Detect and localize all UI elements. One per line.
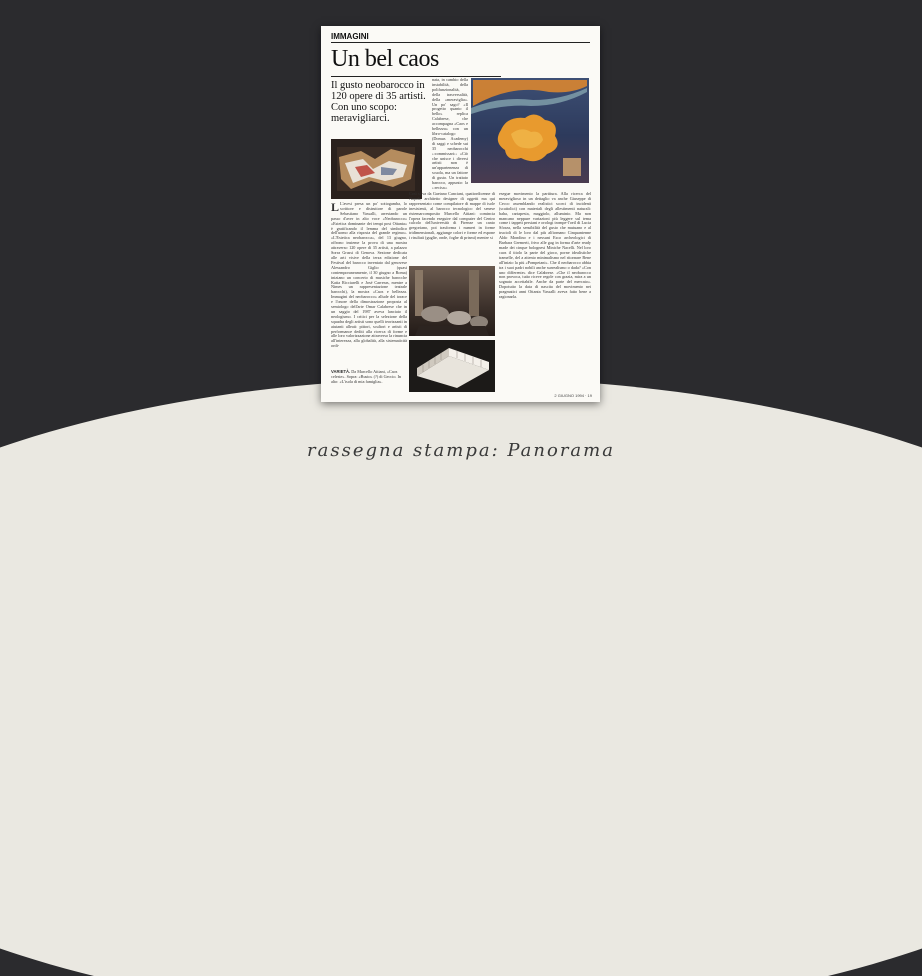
structure-photo	[409, 340, 495, 392]
installation-photo	[409, 266, 495, 336]
photo-credits	[331, 370, 407, 385]
article-headline: Un bel caos	[331, 46, 439, 72]
island-image	[471, 78, 589, 183]
top-rule	[331, 42, 590, 43]
structure-image	[409, 340, 495, 392]
painting-photo	[331, 139, 422, 199]
column-left-text: L'avesi presa un po' sottogamba, lo scrittore e distruttore di parole Sebastiano Vassalli, arrestando un passo d'aver in alto voce «Neobarocco» «Estetica dominante dei tempi post Ottanta» è gratificando il lemma del simbolico dell'uomo alla risposta del grande regimo». «L'Estetica neobarocca», del 13 giugno, offrono insieme la prova di una mostra attraverso 120 opere di 35 artisti, a palazzo Sorra Grassi di Genova. Sezione dedicata alle arti visive della terza edizione del Festival del barocco inventato dal genovese Alessandro Giglio (quasi contemporaneamente, il 30 giugno a Roma) iniziano un concerto di musiche barocche Katia Ricciarelli e José Carreras, mentre a Nimes un rappresentazione teatrale barocchi), la mostra «Caos e bellezza. Immagini del neobarocco» allude del torace e l'onore della dimostrazione proposta al semiologo dell'arte Omar Calabrese che in un saggio del 1987 aveva lanciato il neologismo. I critici per la selezione della squadra degli artisti sono quelli teorizzanti in aiutanti alleati: pittori, scultori e artisti di performance dediti alla ricerca di forme e alle loro valorizzazione attraverso la rinuncia all'interezza, alla globalità, alla sistematicità ordi-	[331, 202, 407, 349]
press-review-caption: rassegna stampa: Panorama	[307, 440, 615, 461]
painting-image	[331, 139, 422, 199]
island-photo	[471, 78, 589, 183]
column-middle-top	[432, 78, 468, 190]
column-right-text: esegue movimento la partitura. Alla ricerca del meraviglioso in un dettaglio va anche Giuseppe di Cecco assemblando realistici scorci di incidenti (scattolici) con materiali degli allestimenti naturali: baha, cartapesta, maggiolo, alluminio. Ma non mancano neppure variazioni più leggere sul tema come i tappeti persiani e orologi trompe-l'oeil di Lucia Sforza, nella sensibilità del gusto che mutuano e al trucioli di le loro dal più alfiornano Cinquantenne Aldo Mondino e i nessuni Esco archeologici di Barbara Gremerti, frivo alle gag in forma d'arte ready made dei cinque bolognesi Miniche Nacelli. Nel loro caos il titolo la parte del gioco, porne idealistiche tramelle, del a attento minimalismo nel ritornare Bene all'inizio la più «Pompeiani». Che il neobarocco abbia tra i suoi padri nobili anche surrealismo o dada? «Con uno differente» dice Calabrese. «Che il neobarocco non provoca, tutto riceve regole con grazia, mira a un sognato accettabile. Anche da parte del mercato». Dopotutto la data di nascita del movimento nei pragmatici anni Ottanta Vassalli aveva fatto bene a ragionarla.	[499, 192, 591, 300]
column-left: L L'avesi presa un po' sottogamba, lo scrittore e distruttore di parole Sebastiano Vassalli, arrestando un passo d'aver in alto voce «Neobarocco» «Estetica dominante dei tempi post Ottanta» è gratificando il lemma del simbolico dell'uomo alla risposta del grande regimo». «L'Estetica neobarocca», del 13 giugno, offrono insieme la prova di una mostra attraverso 120 opere di 35 artisti, a palazzo Sorra Grassi di Genova. Sezione dedicata alle arti visive della terza edizione del Festival del barocco inventato dal genovese Alessandro Giglio (quasi contemporaneamente, il 30 giugno a Roma) iniziano un concerto di musiche barocche Katia Ricciarelli e José Carreras, mentre a Nimes un rappresentazione teatrale barocchi), la mostra «Caos e bellezza. Immagini del neobarocco» allude del torace e l'onore della dimostrazione proposta al semiologo dell'arte Omar Calabrese che in un saggio del 1987 aveva lanciato il neologismo. I critici per la selezione della squadra degli artisti sono quelli teorizzanti in aiutanti alleati: pittori, scultori e artisti di performance dediti alla ricerca di forme e alle loro valorizzazione attraverso la rinuncia all'interezza, alla globalità, alla sistematicità ordi-	[331, 202, 407, 349]
section-label: IMMAGINI	[331, 32, 369, 41]
headline-rule	[331, 76, 501, 77]
column-middle-bottom-text: Così si va da Gaetano Canciani, quattordicenne di Napoli, architetto designer di oggetti ma qui rappresentato come compilatore di mappe di isole inesistenti, al barocco tecnologico del senese ristemarcomposito Marcello Aitiani: comincia l'opera facendo eseguire dal computer del Centro calcolo dell'università di Firenze un canto gregoriano, poi trasforma i numeri in forme tridimensionali, aggiunge colori e forme ed espone i risultati (guglie, onde, foghe di prismi) mentre si	[409, 192, 495, 241]
background-arc	[0, 378, 922, 976]
installation-image	[409, 266, 495, 336]
photo-credits-label: VARIETÀ.	[331, 369, 351, 374]
page-footer: 2 GIUGNO 1994 · 19	[554, 393, 592, 398]
column-middle-top-text: nata, in cambio della instabilità, della polifunzionalità, della trasversalità, della «meraviglia». Un po' sago? «Il progetto quanto il bello» replica Calabrese, che accompagna «Caos e bellezza» con un libro-catalogo (Domus Academy) di saggi e schede sui 35 neobarocchi ‹‹commissari›› «Ciò che unisce i diversi artisti non è un'appartenenza di scuola, ma un fattore di gusto. Un trattato barocco, appunto: la ‹‹recisa››	[432, 78, 468, 190]
column-right	[499, 192, 591, 388]
article-deck: Il gusto neobarocco in 120 opere di 35 artisti. Con uno scopo: meravigliarci.	[331, 80, 426, 124]
magazine-page	[321, 26, 600, 402]
photo-credits-text: Da Marcello Aitiani, «Caos celeste». Sopra: «Busto» (?) di Geccio. In alto: «L'isola di mia famiglia».	[331, 369, 402, 384]
